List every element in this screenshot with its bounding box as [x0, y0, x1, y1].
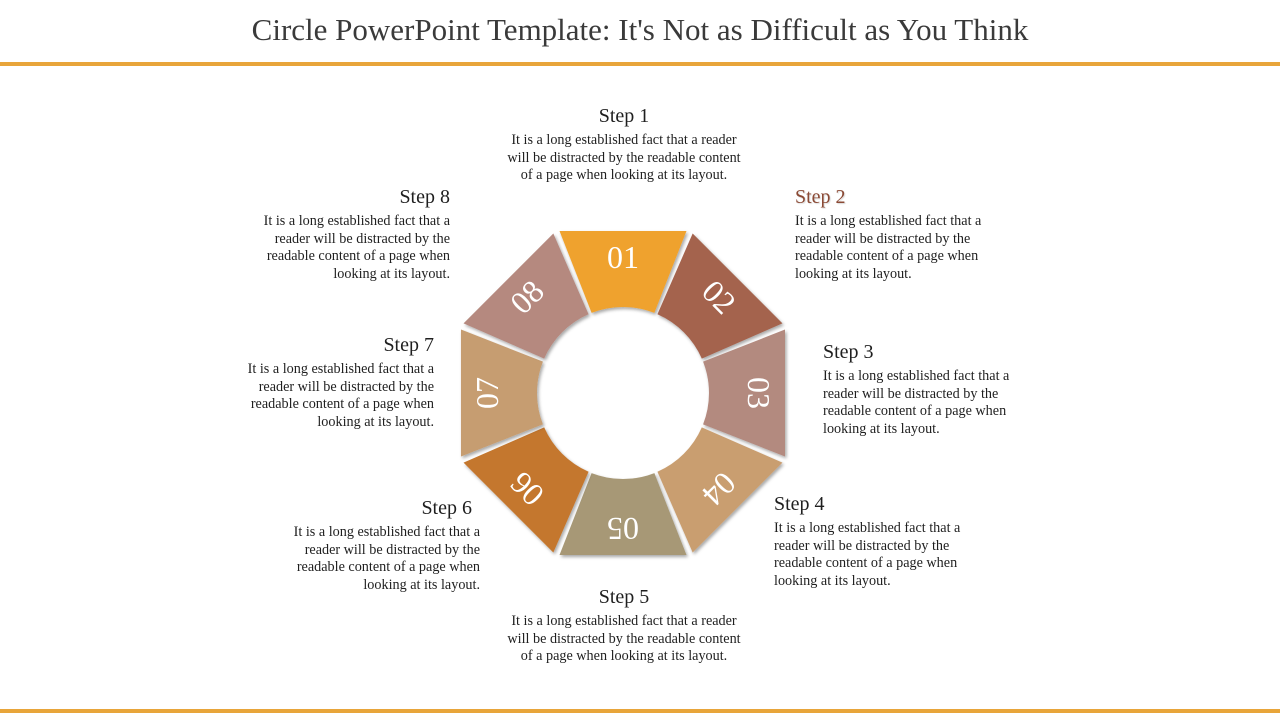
segment-number-6: 06	[502, 465, 551, 514]
step-3-text: It is a long established fact that a reader will be distracted by the readable content of a page when looking at its layout.	[823, 368, 1010, 437]
segment-number-2: 02	[695, 272, 744, 321]
segment-number-4: 04	[695, 465, 744, 514]
step-7-text: It is a long established fact that a reader will be distracted by the readable content of a page when looking at its layout.	[247, 361, 434, 430]
segment-number-1: 01	[607, 239, 639, 275]
step-8	[235, 185, 450, 283]
segment-number-8: 08	[502, 272, 551, 321]
segment-number-7: 07	[469, 377, 505, 409]
step-1-title: Step 1	[598, 105, 650, 127]
step-8-text: It is a long established fact that a reader will be distracted by the readable content of a page when looking at its layout.	[263, 213, 450, 282]
step-8-title: Step 8	[399, 186, 450, 208]
step-7	[219, 333, 434, 431]
step-5-title: Step 5	[598, 586, 650, 608]
step-6-title: Step 6	[421, 497, 472, 519]
step-3-title: Step 3	[823, 341, 874, 363]
step-7-title: Step 7	[383, 334, 434, 356]
step-2-title: Step 2	[795, 186, 846, 208]
step-5-text: It is a long established fact that a reader will be distracted by the readable content of a page when looking at its layout.	[507, 613, 741, 664]
step-2	[795, 185, 1010, 283]
segment-number-3: 03	[741, 377, 777, 409]
step-6	[265, 496, 480, 594]
step-4	[774, 492, 989, 590]
step-2-text: It is a long established fact that a reader will be distracted by the readable content of a page when looking at its layout.	[795, 213, 982, 282]
step-1	[504, 104, 744, 185]
page-title: Circle PowerPoint Template: It's Not as Difficult as You Think	[251, 12, 1029, 47]
step-6-text: It is a long established fact that a reader will be distracted by the readable content of a page when looking at its layout.	[293, 524, 480, 593]
step-3	[823, 340, 1038, 438]
step-4-title: Step 4	[774, 493, 825, 515]
step-4-text: It is a long established fact that a reader will be distracted by the readable content of a page when looking at its layout.	[774, 520, 961, 589]
step-1-text: It is a long established fact that a reader will be distracted by the readable content of a page when looking at its layout.	[507, 132, 741, 183]
bottom-divider	[0, 709, 1280, 713]
segment-number-5: 05	[607, 511, 639, 547]
step-5	[504, 585, 744, 666]
